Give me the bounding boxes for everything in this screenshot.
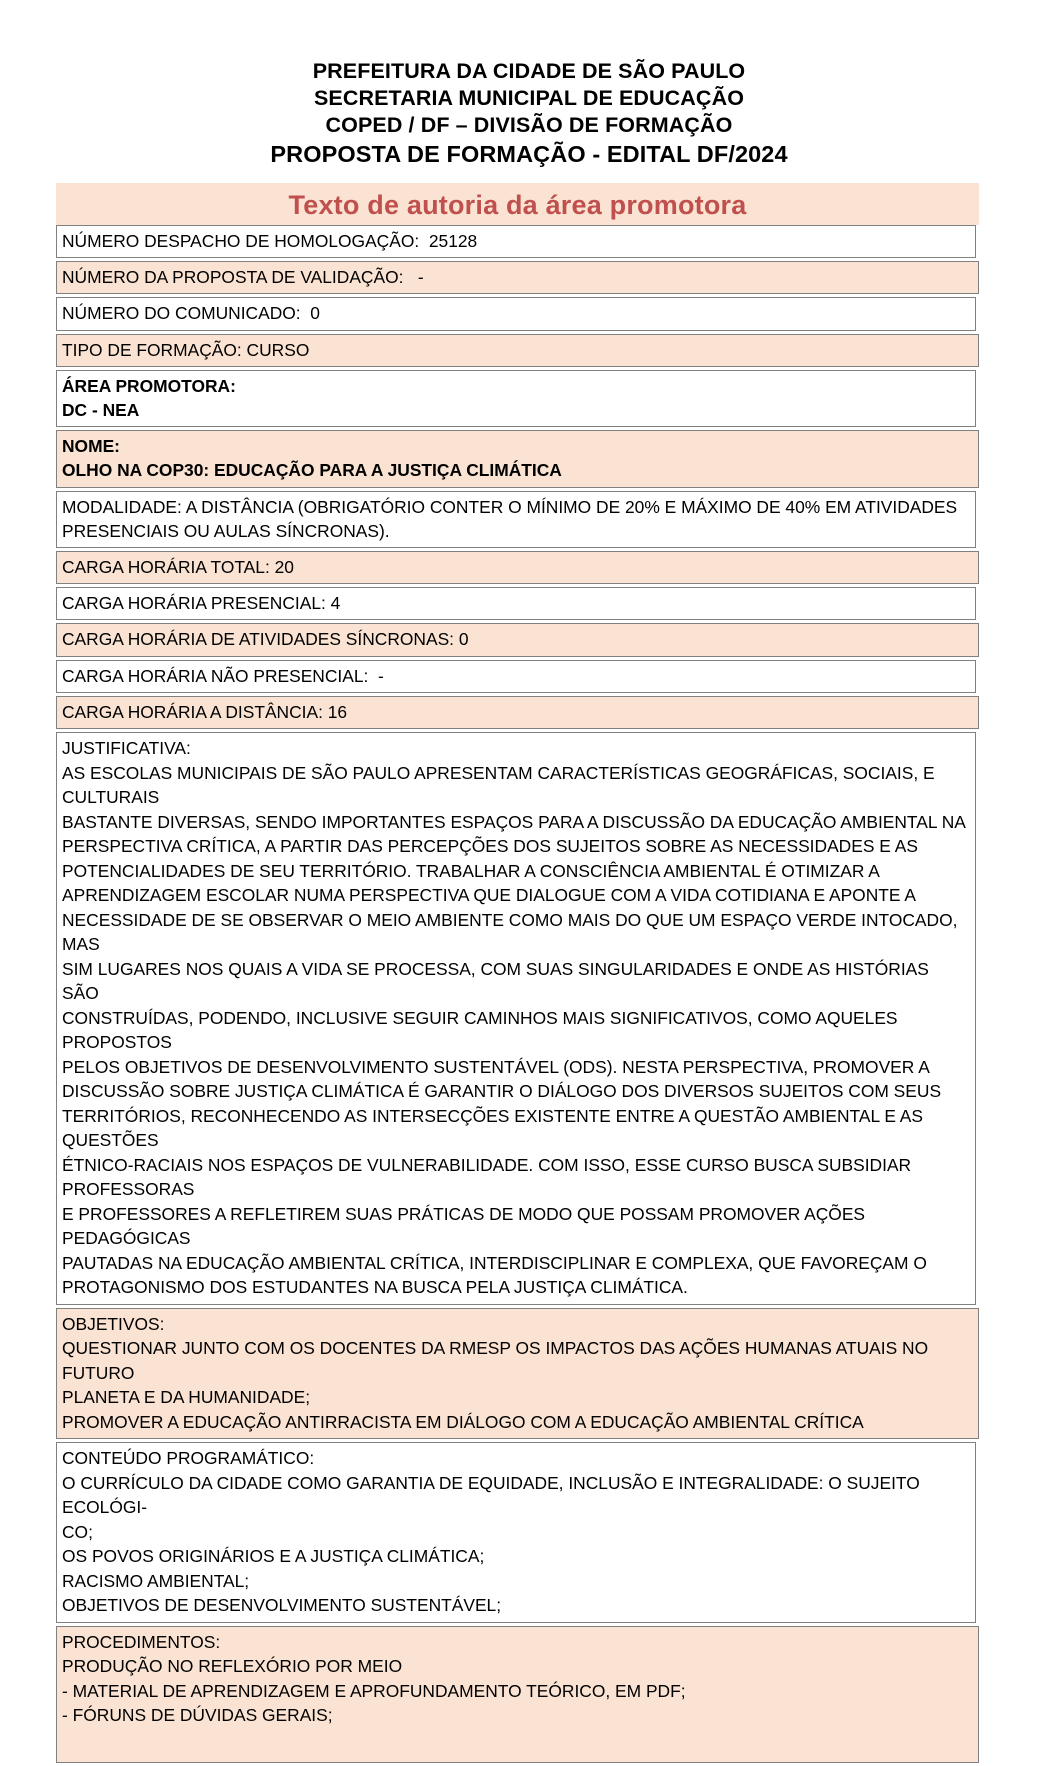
text-line: ÉTNICO-RACIAIS NOS ESPAÇOS DE VULNERABILIDADE. COM ISSO, ESSE CURSO BUSCA SUBSIDIAR PROFESSORAS <box>62 1154 916 1200</box>
banner-autoria <box>56 183 979 225</box>
text-line: O CURRÍCULO DA CIDADE COMO GARANTIA DE EQUIDADE, INCLUSÃO E INTEGRALIDADE: O SUJEITO ECOLÓGI- <box>62 1472 925 1518</box>
carga-horaria-total-text: CARGA HORÁRIA TOTAL: 20 <box>62 557 294 578</box>
text-line: PRODUÇÃO NO REFLEXÓRIO POR MEIO <box>62 1656 403 1677</box>
text-line: SIM LUGARES NOS QUAIS A VIDA SE PROCESSA, COM SUAS SINGULARIDADES E ONDE AS HISTÓRIAS SÃO <box>62 958 934 1004</box>
text-line: CO; <box>62 1521 93 1542</box>
area-promotora-label: ÁREA PROMOTORA: <box>62 375 236 396</box>
procedimentos-body <box>62 1654 973 1728</box>
numero-despacho-text: NÚMERO DESPACHO DE HOMOLOGAÇÃO: 25128 <box>62 231 478 251</box>
text-line: DISCUSSÃO SOBRE JUSTIÇA CLIMÁTICA É GARANTIR O DIÁLOGO DOS DIVERSOS SUJEITOS COM SEUS <box>62 1081 942 1102</box>
nome-value: OLHO NA COP30: EDUCAÇÃO PARA A JUSTIÇA CLIMÁTICA <box>62 460 562 481</box>
row-numero-comunicado <box>56 297 976 330</box>
text-line: PROTAGONISMO DOS ESTUDANTES NA BUSCA PELA JUSTIÇA CLIMÁTICA. <box>62 1277 688 1298</box>
objetivos-body <box>62 1336 973 1434</box>
header-line-prefeitura: PREFEITURA DA CIDADE DE SÃO PAULO <box>312 59 746 83</box>
text-line: POTENCIALIDADES DE SEU TERRITÓRIO. TRABALHAR A CONSCIÊNCIA AMBIENTAL É OTIMIZAR A <box>62 860 880 881</box>
modalidade-line-1: MODALIDADE: A DISTÂNCIA (OBRIGATÓRIO CONTER O MÍNIMO DE 20% E MÁXIMO DE 40% EM ATIVIDADES <box>62 496 958 517</box>
row-modalidade <box>56 491 976 548</box>
text-line: PERSPECTIVA CRÍTICA, A PARTIR DAS PERCEPÇÕES DOS SUJEITOS SOBRE AS NECESSIDADES E AS <box>62 836 918 857</box>
text-line: - MATERIAL DE APRENDIZAGEM E APROFUNDAMENTO TEÓRICO, EM PDF; <box>62 1680 686 1701</box>
area-promotora-value: DC - NEA <box>62 400 140 421</box>
text-line: QUESTIONAR JUNTO COM OS DOCENTES DA RMESP OS IMPACTOS DAS AÇÕES HUMANAS ATUAIS NO FUTURO <box>62 1338 933 1383</box>
text-line: TERRITÓRIOS, RECONHECENDO AS INTERSECÇÕES EXISTENTE ENTRE A QUESTÃO AMBIENTAL E AS QUESTÕES <box>62 1105 928 1151</box>
row-area-promotora <box>56 370 976 427</box>
document-header <box>0 0 1058 169</box>
row-carga-horaria-presencial <box>56 587 976 620</box>
row-procedimentos <box>56 1626 979 1763</box>
text-line: BASTANTE DIVERSAS, SENDO IMPORTANTES ESPAÇOS PARA A DISCUSSÃO DA EDUCAÇÃO AMBIENTAL NA <box>62 811 966 832</box>
text-line: OS POVOS ORIGINÁRIOS E A JUSTIÇA CLIMÁTICA; <box>62 1546 485 1567</box>
conteudo-programatico-body <box>62 1471 970 1618</box>
text-line: CONSTRUÍDAS, PODENDO, INCLUSIVE SEGUIR CAMINHOS MAIS SIGNIFICATIVOS, COMO AQUELES PROPOSTOS <box>62 1007 903 1053</box>
text-line: AS ESCOLAS MUNICIPAIS DE SÃO PAULO APRESENTAM CARACTERÍSTICAS GEOGRÁFICAS, SOCIAIS, E CULTURAIS <box>62 762 940 808</box>
row-justificativa <box>56 732 976 1305</box>
text-line: PROMOVER A EDUCAÇÃO ANTIRRACISTA EM DIÁLOGO COM A EDUCAÇÃO AMBIENTAL CRÍTICA <box>62 1411 864 1432</box>
carga-horaria-presencial-text: CARGA HORÁRIA PRESENCIAL: 4 <box>62 593 341 614</box>
row-carga-horaria-nao-presencial <box>56 660 976 693</box>
procedimentos-label: PROCEDIMENTOS: <box>62 1631 221 1652</box>
header-line-secretaria: SECRETARIA MUNICIPAL DE EDUCAÇÃO <box>313 86 745 110</box>
numero-comunicado-text: NÚMERO DO COMUNICADO: 0 <box>62 303 320 324</box>
text-line: RACISMO AMBIENTAL; <box>62 1570 250 1591</box>
banner-title: Texto de autoria da área promotora <box>288 190 747 220</box>
header-line-proposta: PROPOSTA DE FORMAÇÃO - EDITAL DF/2024 <box>270 141 788 167</box>
text-line: OBJETIVOS DE DESENVOLVIMENTO SUSTENTÁVEL; <box>62 1595 502 1616</box>
text-line: NECESSIDADE DE SE OBSERVAR O MEIO AMBIENTE COMO MAIS DO QUE UM ESPAÇO VERDE INTOCADO, MAS <box>62 909 963 955</box>
row-numero-proposta-validacao <box>56 261 979 294</box>
text-line: PAUTADAS NA EDUCAÇÃO AMBIENTAL CRÍTICA, INTERDISCIPLINAR E COMPLEXA, QUE FAVOREÇAM O <box>62 1252 927 1273</box>
nome-label: NOME: <box>62 436 120 457</box>
text-line: - FÓRUNS DE DÚVIDAS GERAIS; <box>62 1705 333 1726</box>
header-line-coped: COPED / DF – DIVISÃO DE FORMAÇÃO <box>325 113 733 137</box>
proposal-form-table <box>56 183 976 1766</box>
objetivos-label: OBJETIVOS: <box>62 1313 165 1334</box>
text-line: PELOS OBJETIVOS DE DESENVOLVIMENTO SUSTENTÁVEL (ODS). NESTA PERSPECTIVA, PROMOVER A <box>62 1056 930 1077</box>
text-line: E PROFESSORES A REFLETIREM SUAS PRÁTICAS DE MODO QUE POSSAM PROMOVER AÇÕES PEDAGÓGICAS <box>62 1203 870 1249</box>
numero-proposta-validacao-text: NÚMERO DA PROPOSTA DE VALIDAÇÃO: - <box>62 267 424 288</box>
tipo-formacao-text: TIPO DE FORMAÇÃO: CURSO <box>62 339 310 360</box>
text-line: APRENDIZAGEM ESCOLAR NUMA PERSPECTIVA QUE DIALOGUE COM A VIDA COTIDIANA E APONTE A <box>62 885 916 906</box>
row-numero-despacho <box>56 225 976 258</box>
row-carga-horaria-total <box>56 551 979 584</box>
row-nome <box>56 430 979 487</box>
row-objetivos <box>56 1308 979 1440</box>
justificativa-label: JUSTIFICATIVA: <box>62 738 191 759</box>
row-carga-horaria-distancia <box>56 696 979 729</box>
conteudo-programatico-label: CONTEÚDO PROGRAMÁTICO: <box>62 1448 315 1469</box>
carga-horaria-distancia-text: CARGA HORÁRIA A DISTÂNCIA: 16 <box>62 701 348 722</box>
row-carga-horaria-sincronas <box>56 623 979 656</box>
carga-horaria-nao-presencial-text: CARGA HORÁRIA NÃO PRESENCIAL: - <box>62 665 384 686</box>
row-tipo-formacao <box>56 334 979 367</box>
row-conteudo-programatico <box>56 1442 976 1623</box>
carga-horaria-sincronas-text: CARGA HORÁRIA DE ATIVIDADES SÍNCRONAS: 0 <box>62 629 469 650</box>
modalidade-line-2: PRESENCIAIS OU AULAS SÍNCRONAS). <box>62 520 390 541</box>
justificativa-body <box>62 761 970 1300</box>
text-line: PLANETA E DA HUMANIDADE; <box>62 1387 311 1408</box>
